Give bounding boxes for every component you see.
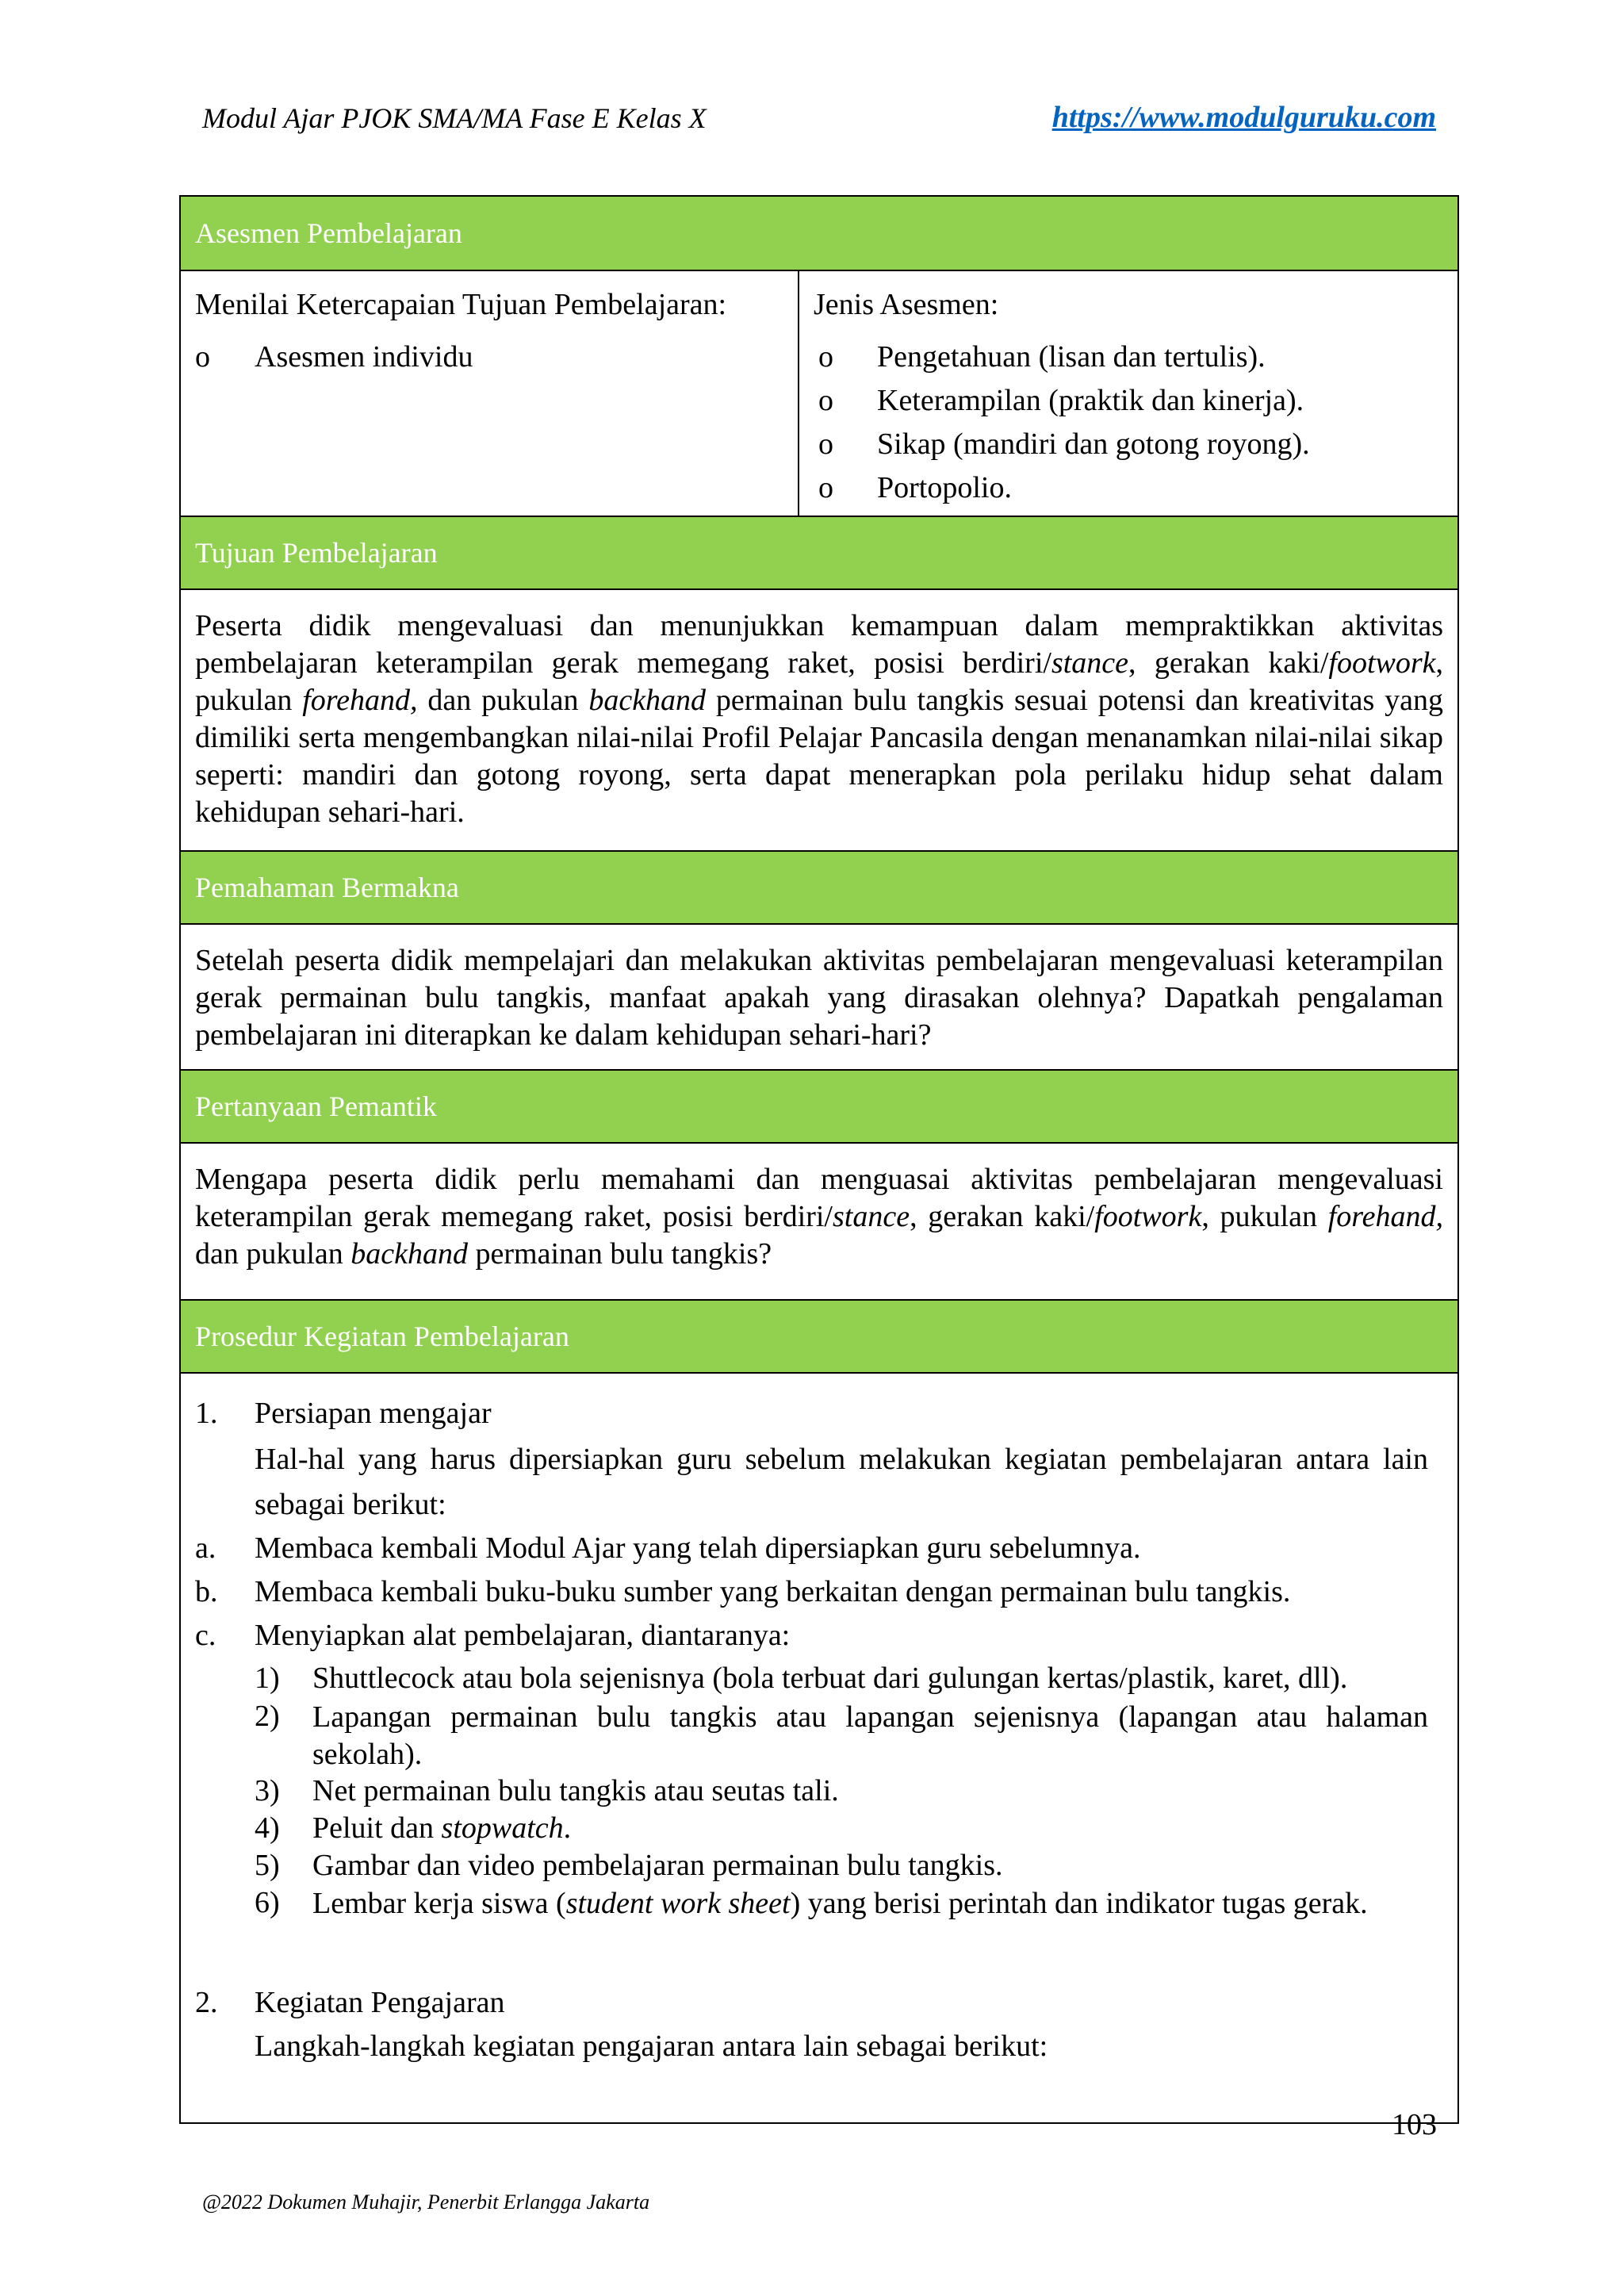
bullet: o bbox=[818, 384, 833, 417]
step-number: 1. bbox=[195, 1397, 218, 1430]
assessment-left-heading: Menilai Ketercapaian Tujuan Pembelajaran: bbox=[195, 288, 727, 321]
text-run: dan pukulan bbox=[417, 684, 589, 717]
footer-note: @2022 Dokumen Muhajir, Penerbit Erlangga Jakarta bbox=[202, 2191, 650, 2214]
italic-term: footwork bbox=[1094, 1200, 1202, 1233]
list-label: a. bbox=[195, 1531, 216, 1565]
italic-term: forehand, bbox=[302, 684, 418, 717]
text-run: Mengapa peserta didik perlu memahami dan menguasai aktivitas pembelajaran mengevaluasi keterampilan gerak memegang raket, posisi berdiri/ bbox=[195, 1163, 1443, 1233]
italic-term: footwork bbox=[1328, 646, 1436, 680]
sub-list-item: Net permainan bulu tangkis atau seutas tali. bbox=[312, 1774, 839, 1807]
step-title: Kegiatan Pengajaran bbox=[255, 1986, 505, 2019]
text-run: permainan bulu tangkis sesuai potensi dan kreativitas yang dimiliki serta mengembangkan nilai-nilai Profil Pelajar Pancasila dengan menanamkan nilai-nilai sikap seperti: mandiri dan gotong royong, serta dapat menerapkan pola perilaku hidup sehat dalam kehidupan sehari-hari. bbox=[195, 684, 1443, 829]
sub-list-number: 2) bbox=[255, 1700, 280, 1733]
sub-list-number: 3) bbox=[255, 1774, 280, 1807]
assessment-right-heading: Jenis Asesmen: bbox=[814, 288, 999, 321]
sub-list-number: 4) bbox=[255, 1811, 280, 1845]
section-header-tujuan bbox=[181, 516, 1457, 590]
list-item: Menyiapkan alat pembelajaran, diantaranya: bbox=[255, 1619, 791, 1652]
text-run: , gerakan kaki/ bbox=[910, 1200, 1095, 1233]
section-title: Pemahaman Bermakna bbox=[195, 872, 459, 903]
text-run: , pukulan bbox=[1201, 1200, 1328, 1233]
text-run: Peluit dan bbox=[312, 1811, 442, 1845]
step-intro: Langkah-langkah kegiatan pengajaran antara lain sebagai berikut: bbox=[255, 2030, 1048, 2063]
italic-term: stopwatch bbox=[441, 1811, 564, 1845]
list-item: Membaca kembali Modul Ajar yang telah dipersiapkan guru sebelumnya. bbox=[255, 1531, 1141, 1565]
text-run: ) yang berisi perintah dan indikator tugas gerak. bbox=[790, 1887, 1368, 1920]
bullet: o bbox=[818, 427, 833, 461]
sub-list-item: Lapangan permainan bulu tangkis atau lapangan sejenisnya (lapangan atau halaman sekolah). bbox=[312, 1700, 1428, 1771]
assessment-right-column bbox=[799, 271, 1457, 517]
list-label: c. bbox=[195, 1619, 216, 1652]
italic-term: student work sheet bbox=[565, 1887, 791, 1920]
bullet: o bbox=[195, 340, 210, 374]
sub-list-number: 1) bbox=[255, 1662, 280, 1695]
assessment-block bbox=[181, 271, 1457, 517]
text-run: . bbox=[563, 1811, 572, 1845]
section-header-pemahaman bbox=[181, 850, 1457, 925]
section-header-pertanyaan bbox=[181, 1069, 1457, 1144]
list-item: Portopolio. bbox=[877, 471, 1012, 504]
section-title: Prosedur Kegiatan Pembelajaran bbox=[195, 1320, 569, 1352]
pertanyaan-paragraph bbox=[181, 1161, 1457, 1273]
text-run: , gerakan kaki/ bbox=[1128, 646, 1329, 680]
sub-list-number: 5) bbox=[255, 1849, 280, 1882]
content-table bbox=[179, 195, 1459, 2124]
list-item: Sikap (mandiri dan gotong royong). bbox=[877, 427, 1310, 461]
italic-term: forehand, bbox=[1327, 1200, 1443, 1233]
tujuan-paragraph bbox=[181, 608, 1457, 831]
italic-term: backhand bbox=[350, 1237, 469, 1271]
section-title: Asesmen Pembelajaran bbox=[195, 217, 462, 249]
list-label: b. bbox=[195, 1575, 218, 1608]
italic-term: backhand bbox=[588, 684, 707, 717]
bullet: o bbox=[818, 340, 833, 374]
list-item: Asesmen individu bbox=[255, 340, 473, 374]
list-item: Pengetahuan (lisan dan tertulis). bbox=[877, 340, 1266, 374]
text-run: permainan bulu tangkis? bbox=[468, 1237, 772, 1271]
section-title: Pertanyaan Pemantik bbox=[195, 1091, 437, 1122]
step-title: Persiapan mengajar bbox=[255, 1397, 492, 1430]
sub-list-item: Shuttlecock atau bola sejenisnya (bola terbuat dari gulungan kertas/plastik, karet, dll). bbox=[312, 1662, 1348, 1695]
step-intro: Hal-hal yang harus dipersiapkan guru sebelum melakukan kegiatan pembelajaran antara lain sebagai berikut: bbox=[255, 1443, 1428, 1521]
page-number: 103 bbox=[1392, 2108, 1437, 2141]
sub-list-item bbox=[312, 1885, 1428, 1922]
list-item: Keterampilan (praktik dan kinerja). bbox=[877, 384, 1304, 417]
page-header bbox=[0, 0, 1624, 159]
section-header-asesmen bbox=[181, 197, 1457, 271]
sub-list-number: 6) bbox=[255, 1886, 280, 1919]
italic-term: stance bbox=[1051, 646, 1129, 680]
section-header-prosedur bbox=[181, 1299, 1457, 1374]
bullet: o bbox=[818, 471, 833, 504]
text-run: , pukulan bbox=[195, 646, 1444, 717]
text-run: dan pukulan bbox=[195, 1237, 351, 1271]
pemahaman-paragraph: Setelah peserta didik mempelajari dan melakukan aktivitas pembelajaran mengevaluasi keterampilan gerak permainan bulu tangkis, manfaat apakah yang dirasakan olehnya? Dapatkah pengalaman pembelajaran ini diterapkan ke dalam kehidupan sehari-hari? bbox=[195, 944, 1443, 1052]
assessment-left-column bbox=[181, 271, 799, 517]
step-number: 2. bbox=[195, 1986, 218, 2019]
sub-list-item bbox=[312, 1811, 571, 1846]
section-title: Tujuan Pembelajaran bbox=[195, 537, 438, 569]
italic-term: stance bbox=[832, 1200, 910, 1233]
text-run: Peserta didik mengevaluasi dan menunjukkan kemampuan dalam mempraktikkan aktivitas pembelajaran keterampilan gerak memegang raket, posisi berdiri/ bbox=[195, 609, 1443, 680]
prosedur-block bbox=[181, 1374, 1457, 2119]
text-run: Lembar kerja siswa ( bbox=[312, 1887, 566, 1920]
header-title: Modul Ajar PJOK SMA/MA Fase E Kelas X bbox=[202, 102, 707, 134]
sub-list-item: Gambar dan video pembelajaran permainan bulu tangkis. bbox=[312, 1849, 1003, 1882]
header-url-link[interactable]: https://www.modulguruku.com bbox=[1051, 101, 1436, 134]
list-item: Membaca kembali buku-buku sumber yang berkaitan dengan permainan bulu tangkis. bbox=[255, 1575, 1291, 1608]
